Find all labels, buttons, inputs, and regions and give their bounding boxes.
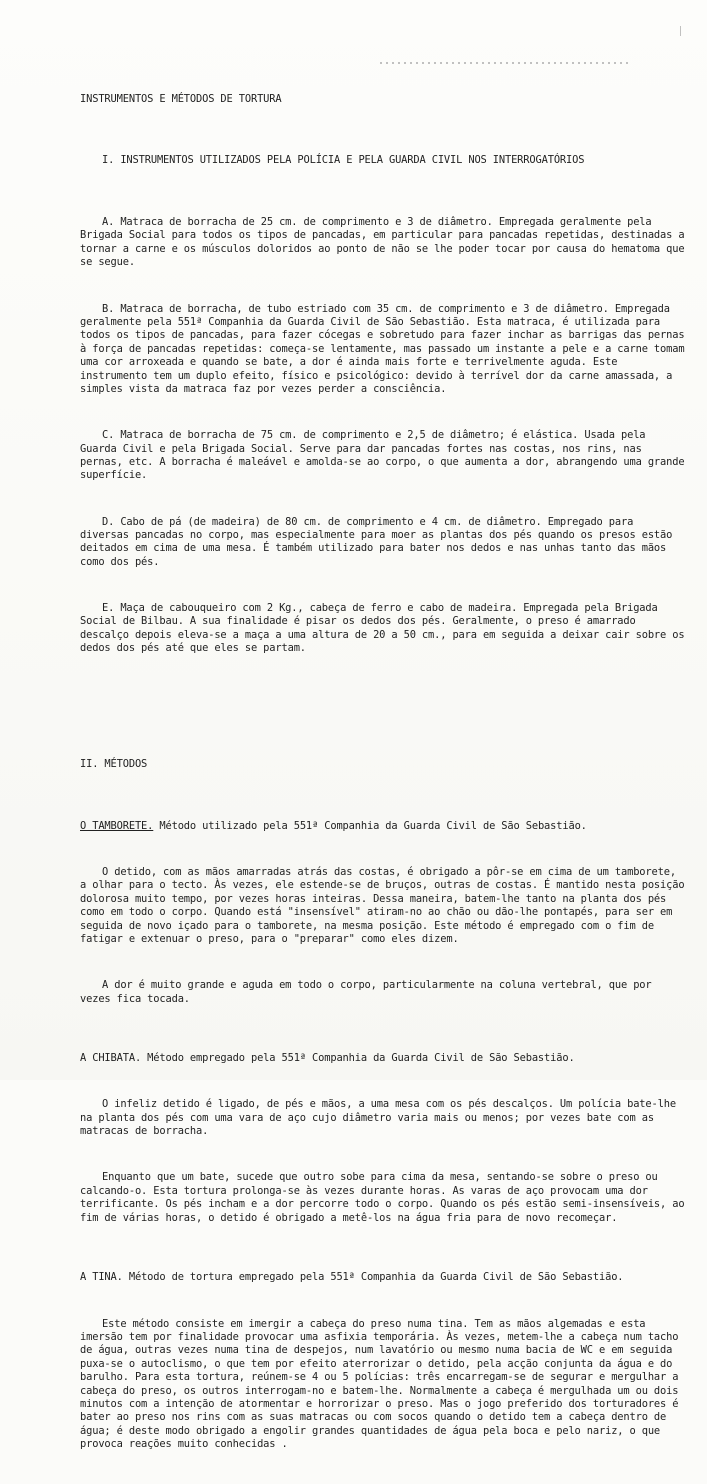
method-intro <box>80 1271 686 1284</box>
method-description: Método empregado pela 551ª Companhia da Guarda Civil de São Sebastião. <box>141 1052 575 1065</box>
paragraph: A dor é muito grande e aguda em todo o corpo, particularmente na coluna vertebral, que por vezes fica tocada. <box>80 979 658 1005</box>
method-description: Método de tortura empregado pela 551ª Companhia da Guarda Civil de São Sebastião. <box>122 1271 624 1284</box>
section-heading: II. MÉTODOS <box>80 758 148 771</box>
scan-artifact <box>680 26 687 36</box>
spacer <box>80 702 686 718</box>
method-intro <box>80 1052 686 1065</box>
paragraph: A. Matraca de borracha de 25 cm. de comprimento e 3 de diâmetro. Empregada geralmente pela Brigada Social para todos os tipos de pancadas, em particular para pancadas repetidas, destinadas a tornar a carne e os músculos doloridos ao ponto de não se lhe poder tocar por causa do hematoma que se segue. <box>80 216 691 269</box>
document-title: INSTRUMENTOS E MÉTODOS DE TORTURA <box>80 92 282 105</box>
method-label: A CHIBATA. <box>80 1052 142 1065</box>
paragraph: O detido, com as mãos amarradas atrás das costas, é obrigado a pôr-se em cima de um tamborete, a olhar para o tecto. Às vezes, ele estende-se de bruços, outras de costas. É mantido nesta posição dolorosa muito tempo, por vezes horas inteiras. Dessa maneira, batem-lhe tanto na planta dos pés como em todo o corpo. Quando está "insensível" atiram-no ao chão ou dão-lhe pontapés, para ser em seguida de novo içado para o tamborete, na mesma posição. Este método é empregado com o fim de fatigar e extenuar o preso, para o "preparar" como eles dizem. <box>80 865 691 945</box>
method-label: A TINA. <box>80 1271 123 1284</box>
method-label: O TAMBORETE. <box>80 819 154 832</box>
paragraph: B. Matraca de borracha, de tubo estriado com 35 cm. de comprimento e 3 de diâmetro. Empregada geralmente pela 551ª Companhia da Guarda Civil de São Sebastião. Esta matraca, é utilizada para todos os tipos de pancadas, para fazer cócegas e sobretudo para fazer inchar as barrigas das pernas à força de pancadas repetidas: começa-se lentamente, mas passado um instante a pele e a carne tomam uma cor arroxeada e quando se bate, a dor é ainda mais forte e terrivelmente aguda. Este instrumento tem um duplo efeito, físico e psicológico: devido à terrível dor da carne amassada, a simples vista da matraca faz por vezes perder a consciência. <box>80 302 691 395</box>
paragraph: Este método consiste em imergir a cabeça do preso numa tina. Tem as mãos algemadas e esta imersão tem por finalidade provocar uma asfixia temporária. Às vezes, metem-lhe a cabeça num tacho de água, outras vezes numa tina de despejos, num lavatório ou mesmo numa bacia de WC e em seguida puxa-se o autoclismo, o que tem por efeito aterrorizar o detido, pela acção conjunta da água e do barulho. Para esta tortura, reúnem-se 4 ou 5 polícias: três encarregam-se de segurar e mergulhar a cabeça do preso, os outros interrogam-no e batem-lhe. Normalmente a cabeça é mergulhada um ou dois minutos com a intenção de atormentar e horrorizar o preso. Mas o jogo preferido dos torturadores é bater ao preso nos rins com as suas matracas ou com socos quando o detido tem a cabeça dentro de água; é deste modo obrigado a engolir grandes quantidades de água pela boca e pelo nariz, o que provoca reações muito conhecidas . <box>80 1317 685 1451</box>
method-description: Método utilizado pela 551ª Companhia da Guarda Civil de São Sebastião. <box>153 819 587 832</box>
paragraph: D. Cabo de pá (de madeira) de 80 cm. de comprimento e 4 cm. de diâmetro. Empregado para diversas pancadas no corpo, mas especialmente para moer as plantas dos pés quando os presos estão deitados em cima de uma mesa. É também utilizado para bater nos dedos e nas unhas tanto das mãos como dos pés. <box>80 515 679 568</box>
document-body <box>80 66 691 1484</box>
paragraph: E. Maça de cabouqueiro com 2 Kg., cabeça de ferro e cabo de madeira. Empregada pela Brigada Social de Bilbau. A sua finalidade é pisar os dedos dos pés. Geralmente, o preso é amarrado descalço depois eleva-se a maça a uma altura de 20 a 50 cm., para em seguida a deixar cair sobre os dedos dos pés até que eles se partam. <box>80 602 691 655</box>
paragraph: Enquanto que um bate, sucede que outro sobe para cima da mesa, sentando-se sobre o preso ou calcando-o. Esta tortura prolonga-se às vezes durante horas. As varas de aço provocam uma dor terrificante. Os pés incham e a dor percorre todo o corpo. Quando os pés estão semi-insensíveis, ao fim de várias horas, o detido é obrigado a metê-los na água fria para de novo recomeçar. <box>80 1171 691 1224</box>
section-heading: I. INSTRUMENTOS UTILIZADOS PELA POLÍCIA E PELA GUARDA CIVIL NOS INTERROGATÓRIOS <box>102 154 585 167</box>
method-intro <box>80 820 686 833</box>
scan-artifact <box>380 62 630 64</box>
paragraph: O infeliz detido é ligado, de pés e mãos, a uma mesa com os pés descalços. Um polícia bate-lhe na planta dos pés com uma vara de aço cujo diâmetro varia mais ou menos; por vezes bate com as matracas de borracha. <box>80 1098 683 1138</box>
paragraph: C. Matraca de borracha de 75 cm. de comprimento e 2,5 de diâmetro; é elástica. Usada pela Guarda Civil e pela Brigada Social. Serve para dar pancadas fortes nas costas, nos rins, nas pernas, etc. A borracha é maleável e amolda-se ao corpo, o que aumenta a dor, abrangendo uma grande superfície. <box>80 429 691 482</box>
